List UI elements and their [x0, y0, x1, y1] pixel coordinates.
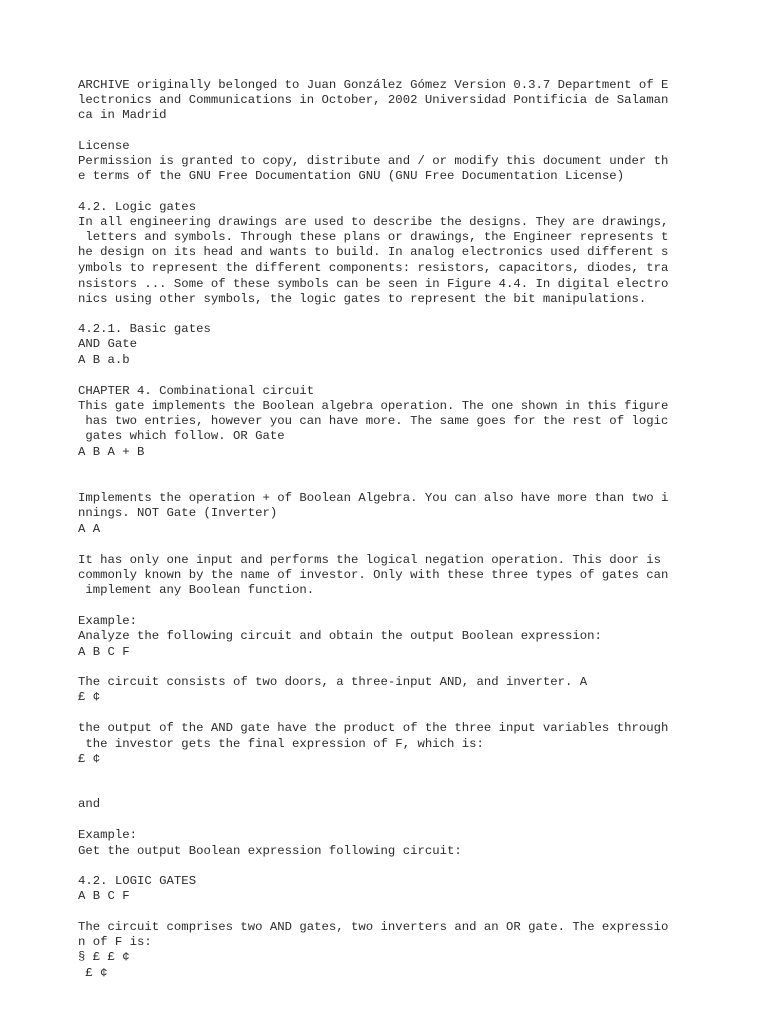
- text-line: The circuit consists of two doors, a three-input AND, and inverter. A: [78, 675, 588, 689]
- text-line: AND Gate: [78, 337, 138, 351]
- text-line: This gate implements the Boolean algebra operation. The one shown in this figure: [78, 399, 669, 413]
- text-line: ARCHIVE originally belonged to Juan González Gómez Version 0.3.7 Department of E: [78, 78, 669, 92]
- text-line: lectronics and Communications in October, 2002 Universidad Pontificia de Salaman: [78, 93, 669, 107]
- text-line: the output of the AND gate have the product of the three input variables through: [78, 721, 669, 735]
- text-line: nics using other symbols, the logic gates to represent the bit manipulations.: [78, 292, 647, 306]
- text-line: Analyze the following circuit and obtain the output Boolean expression:: [78, 629, 602, 643]
- text-line: has two entries, however you can have more. The same goes for the rest of logic: [78, 414, 669, 428]
- text-line: nsistors ... Some of these symbols can be seen in Figure 4.4. In digital electro: [78, 277, 669, 291]
- text-line: e terms of the GNU Free Documentation GNU (GNU Free Documentation License): [78, 169, 625, 183]
- text-line: ca in Madrid: [78, 108, 167, 122]
- text-line: and: [78, 797, 101, 811]
- text-line: gates which follow. OR Gate: [78, 429, 285, 443]
- text-line: A B C F: [78, 645, 130, 659]
- text-line: A A: [78, 522, 101, 536]
- text-line: The circuit comprises two AND gates, two inverters and an OR gate. The expressio: [78, 920, 669, 934]
- section-heading: 4.2. Logic gates: [78, 200, 197, 214]
- text-line: ymbols to represent the different components: resistors, capacitors, diodes, tra: [78, 261, 669, 275]
- text-line: § £ £ ¢: [78, 950, 130, 964]
- text-line: In all engineering drawings are used to describe the designs. They are drawings,: [78, 215, 669, 229]
- text-line: the investor gets the final expression of F, which is:: [78, 737, 484, 751]
- text-line: commonly known by the name of investor. Only with these three types of gates can: [78, 568, 669, 582]
- section-heading: Example:: [78, 828, 138, 842]
- text-line: letters and symbols. Through these plans or drawings, the Engineer represents t: [78, 230, 669, 244]
- text-line: It has only one input and performs the logical negation operation. This door is: [78, 553, 661, 567]
- text-line: £ ¢: [78, 690, 101, 704]
- section-heading: CHAPTER 4. Combinational circuit: [78, 384, 315, 398]
- text-line: he design on its head and wants to build. In analog electronics used different s: [78, 245, 669, 259]
- text-line: £ ¢: [78, 966, 108, 980]
- section-heading: Example:: [78, 614, 138, 628]
- text-line: implement any Boolean function.: [78, 583, 315, 597]
- text-line: nnings. NOT Gate (Inverter): [78, 506, 278, 520]
- text-line: Permission is granted to copy, distribute and / or modify this document under th: [78, 154, 669, 168]
- section-heading: 4.2.1. Basic gates: [78, 322, 211, 336]
- text-line: A B a.b: [78, 353, 130, 367]
- text-line: A B A + B: [78, 445, 145, 459]
- text-line: A B C F: [78, 889, 130, 903]
- section-heading: 4.2. LOGIC GATES: [78, 874, 197, 888]
- section-heading: License: [78, 139, 130, 153]
- text-line: Implements the operation + of Boolean Algebra. You can also have more than two i: [78, 491, 669, 505]
- text-line: £ ¢: [78, 752, 101, 766]
- text-line: n of F is:: [78, 935, 152, 949]
- text-line: Get the output Boolean expression following circuit:: [78, 844, 462, 858]
